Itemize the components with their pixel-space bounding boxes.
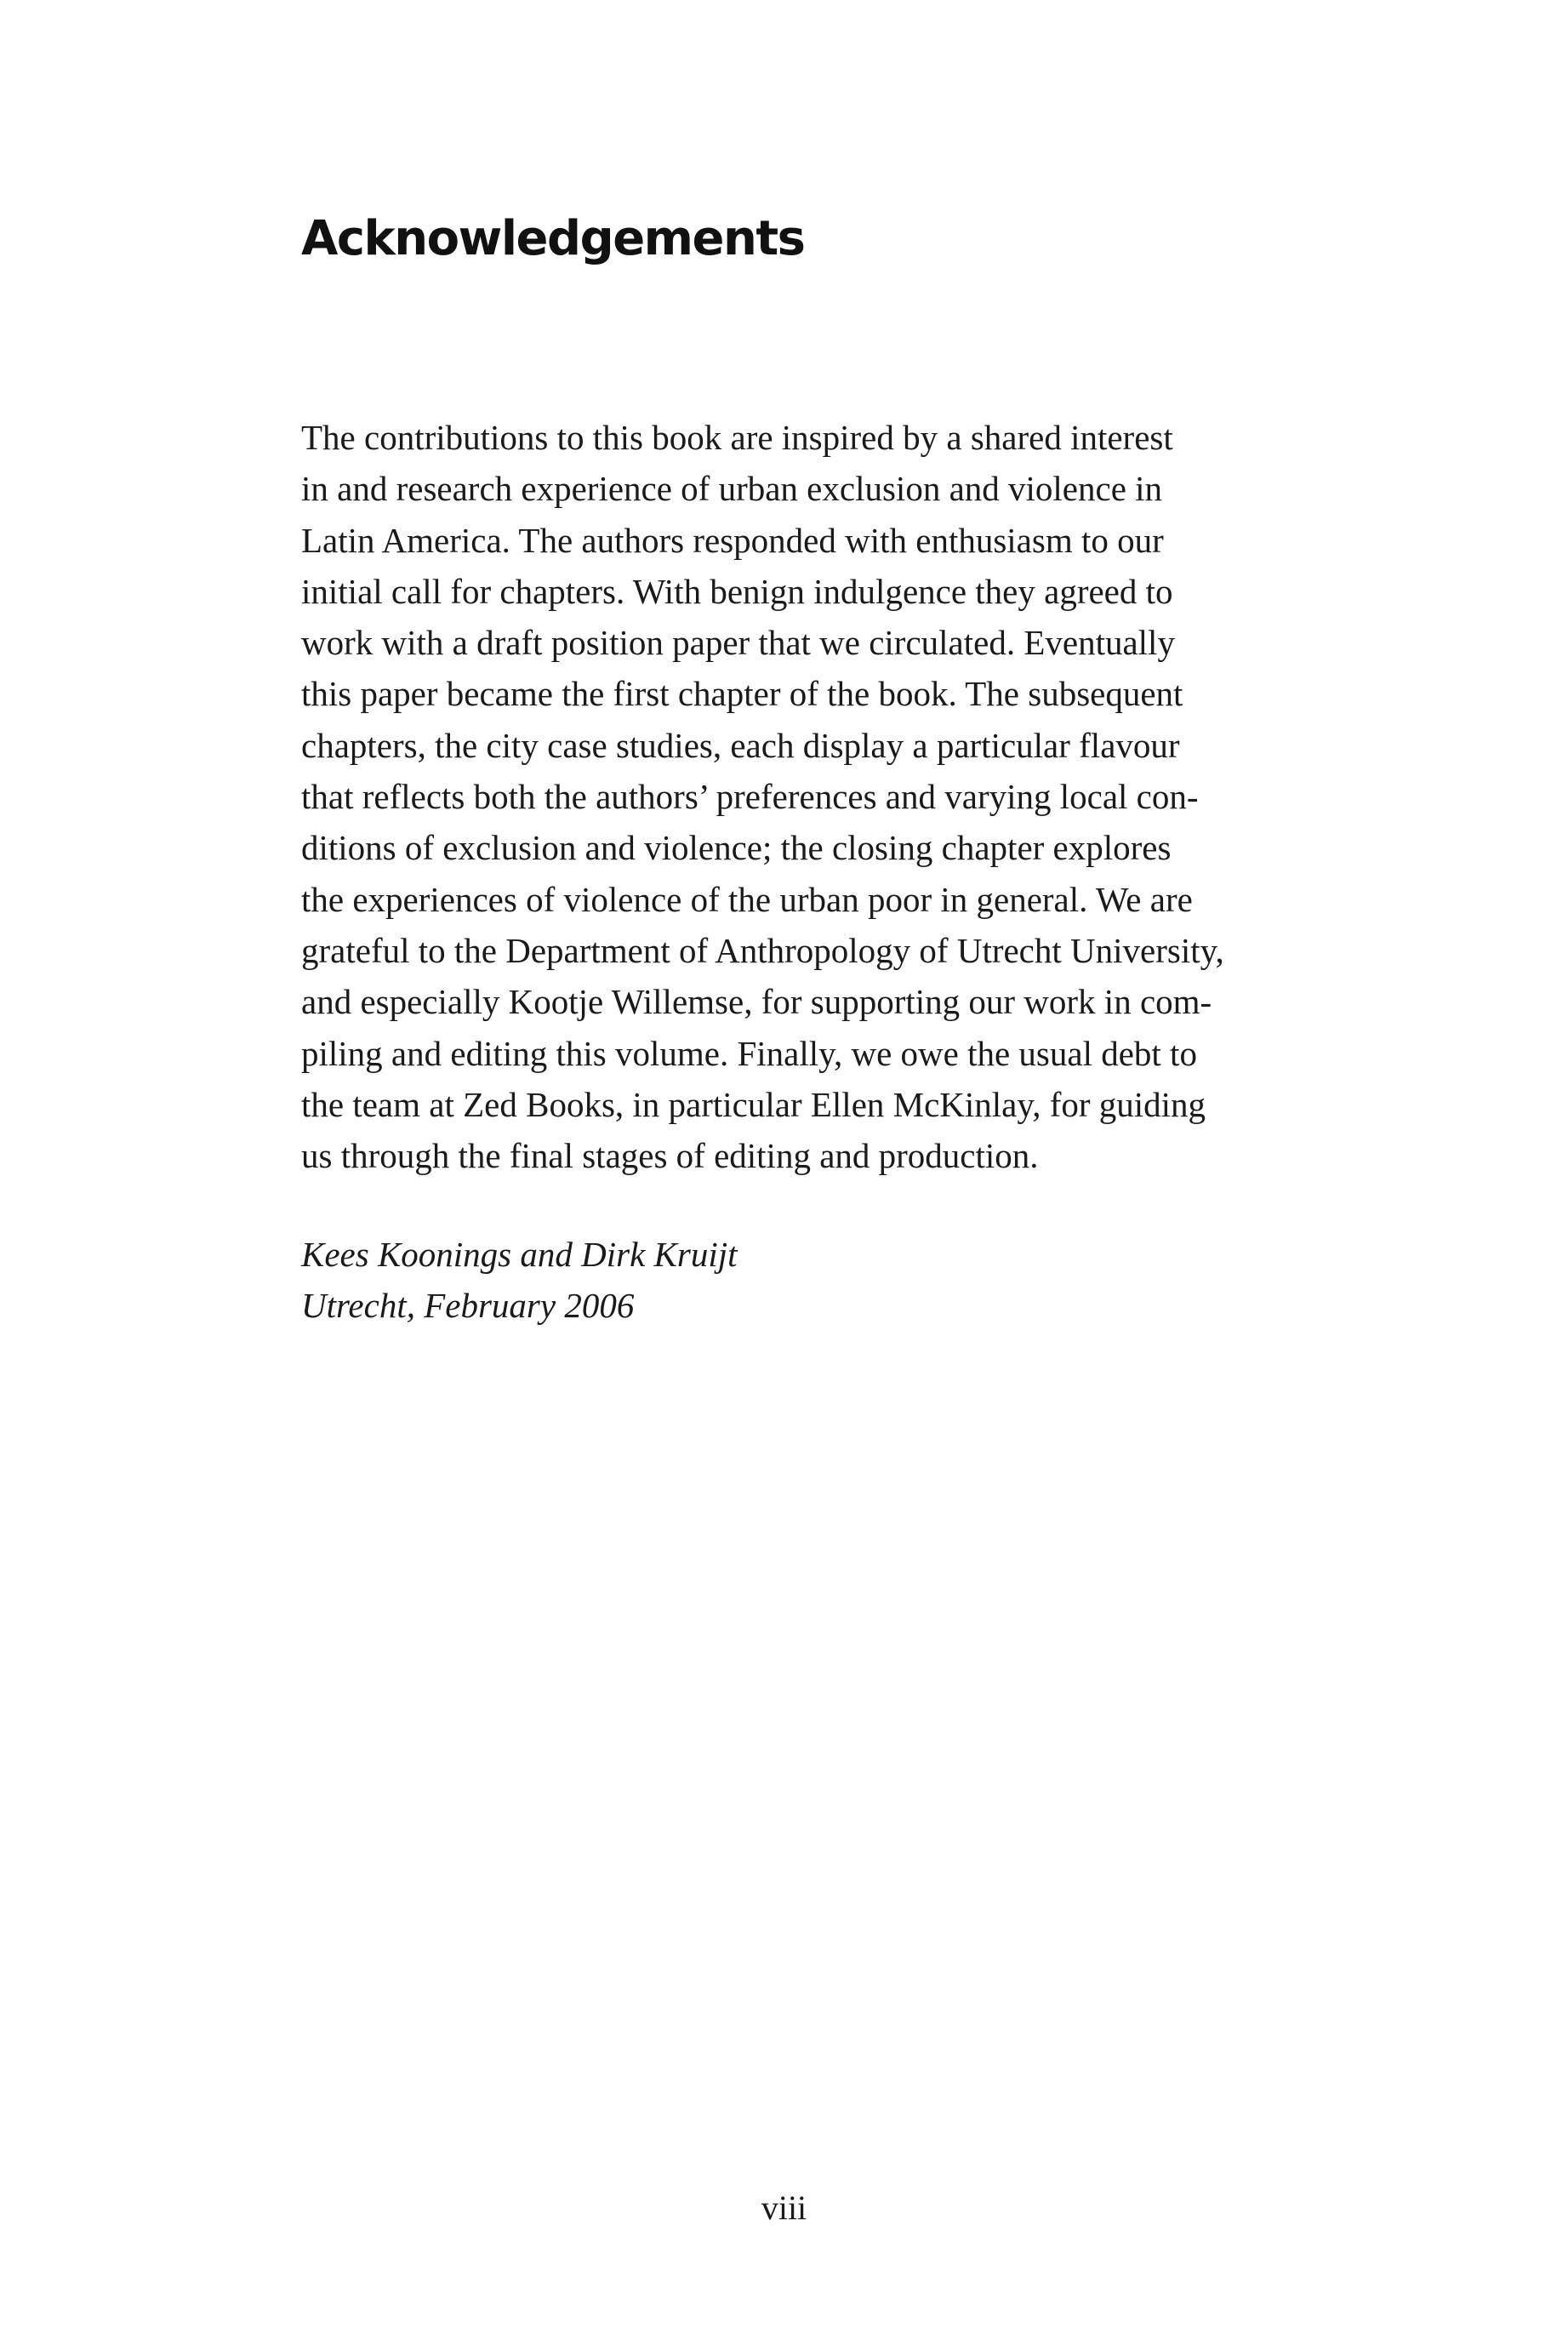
paragraph-line: initial call for chapters. With benign indulgence they agreed to bbox=[301, 571, 1173, 611]
page-heading: Acknowledgements bbox=[301, 211, 805, 266]
paragraph-line: and especially Kootje Willemse, for supporting our work in com- bbox=[301, 982, 1212, 1022]
signature-place-date: Utrecht, February 2006 bbox=[301, 1286, 635, 1326]
paragraph-line: The contributions to this book are inspired by a shared interest bbox=[301, 418, 1173, 457]
paragraph-line: this paper became the first chapter of the book. The subsequent bbox=[301, 674, 1183, 714]
paragraph-line: grateful to the Department of Anthropology of Utrecht University, bbox=[301, 930, 1224, 970]
paragraph-line: work with a draft position paper that we circulated. Eventually bbox=[301, 623, 1175, 663]
signature-authors: Kees Koonings and Dirk Kruijt bbox=[301, 1235, 738, 1274]
acknowledgements-paragraph bbox=[301, 412, 1288, 1181]
paragraph-line: piling and editing this volume. Finally, we owe the usual debt to bbox=[301, 1033, 1197, 1073]
paragraph-line: that reflects both the authors’ preferences and varying local con- bbox=[301, 777, 1199, 817]
signature-block bbox=[301, 1229, 738, 1332]
paragraph-line: ditions of exclusion and violence; the closing chapter explores bbox=[301, 828, 1172, 868]
page-number: viii bbox=[761, 2189, 807, 2227]
paragraph-line: Latin America. The authors responded with enthusiasm to our bbox=[301, 520, 1164, 560]
paragraph-line: us through the final stages of editing and production. bbox=[301, 1136, 1039, 1176]
paragraph-line: the experiences of violence of the urban poor in general. We are bbox=[301, 879, 1193, 919]
paragraph-line: chapters, the city case studies, each display a particular flavour bbox=[301, 725, 1180, 765]
paragraph-line: in and research experience of urban exclusion and violence in bbox=[301, 469, 1163, 509]
paragraph-line: the team at Zed Books, in particular Ellen McKinlay, for guiding bbox=[301, 1084, 1206, 1124]
